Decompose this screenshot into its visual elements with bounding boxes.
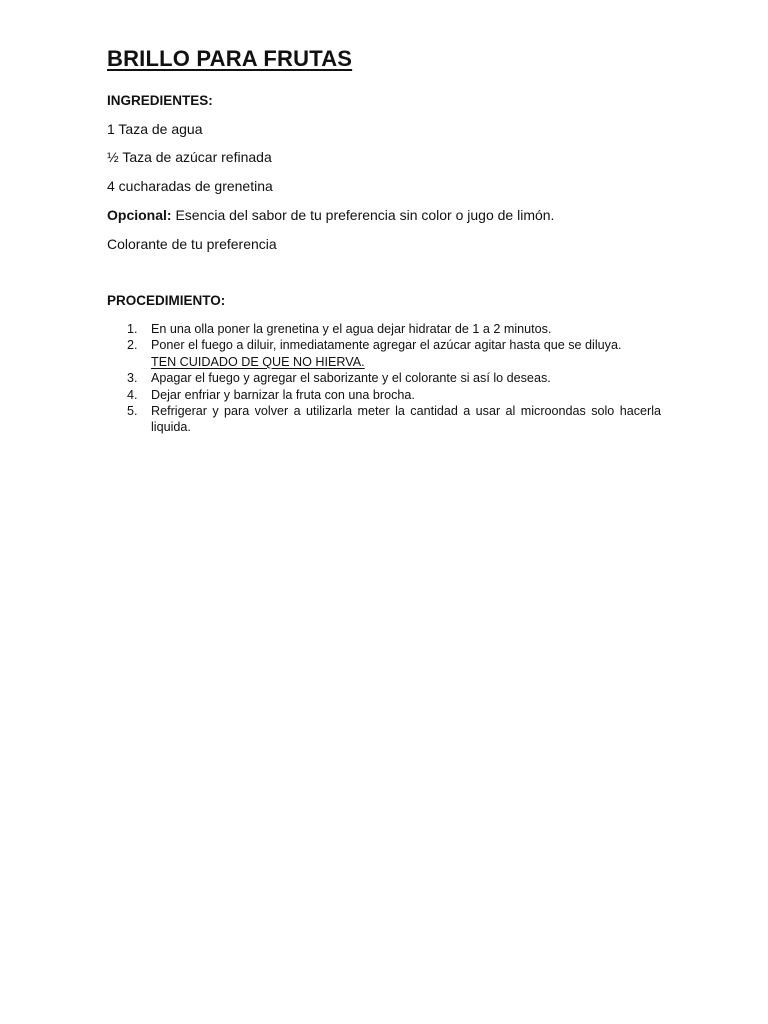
page-title: BRILLO PARA FRUTAS xyxy=(107,46,353,71)
step-text: En una olla poner la grenetina y el agua dejar hidratar de 1 a 2 minutos. xyxy=(151,322,552,336)
procedure-step xyxy=(107,387,661,403)
optional-text: Esencia del sabor de tu preferencia sin color o jugo de limón. xyxy=(171,207,555,223)
step-number: 2. xyxy=(127,338,138,353)
ingredient-item: 4 cucharadas de grenetina xyxy=(107,178,273,194)
step-text: Poner el fuego a diluir, inmediatamente agregar el azúcar agitar hasta que se diluya. xyxy=(151,338,622,353)
step-number: 4. xyxy=(127,387,138,402)
step-warning: TEN CUIDADO DE QUE NO HIERVA. xyxy=(151,354,365,369)
step-text: Dejar enfriar y barnizar la fruta con una brocha. xyxy=(151,387,415,402)
ingredient-item: ½ Taza de azúcar refinada xyxy=(107,149,272,165)
step-number: 3. xyxy=(127,371,138,386)
procedure-step xyxy=(107,321,661,337)
ingredient-item: 1 Taza de agua xyxy=(107,121,203,137)
procedure-steps xyxy=(107,321,661,436)
optional-label: Opcional: xyxy=(107,207,172,223)
step-number: 1. xyxy=(127,322,138,336)
step-number: 5. xyxy=(127,404,138,419)
colorant-ingredient: Colorante de tu preferencia xyxy=(107,236,277,252)
procedure-step xyxy=(107,403,661,436)
step-text: Refrigerar y para volver a utilizarla meter la cantidad a usar al microondas solo hacerla liquida. xyxy=(151,404,661,435)
ingredients-heading: INGREDIENTES: xyxy=(107,93,213,108)
step-text: Apagar el fuego y agregar el saborizante y el colorante si así lo deseas. xyxy=(151,371,551,386)
optional-ingredient xyxy=(107,207,554,223)
procedure-heading: PROCEDIMIENTO: xyxy=(107,293,226,308)
procedure-step xyxy=(107,337,661,370)
procedure-step xyxy=(107,370,661,386)
